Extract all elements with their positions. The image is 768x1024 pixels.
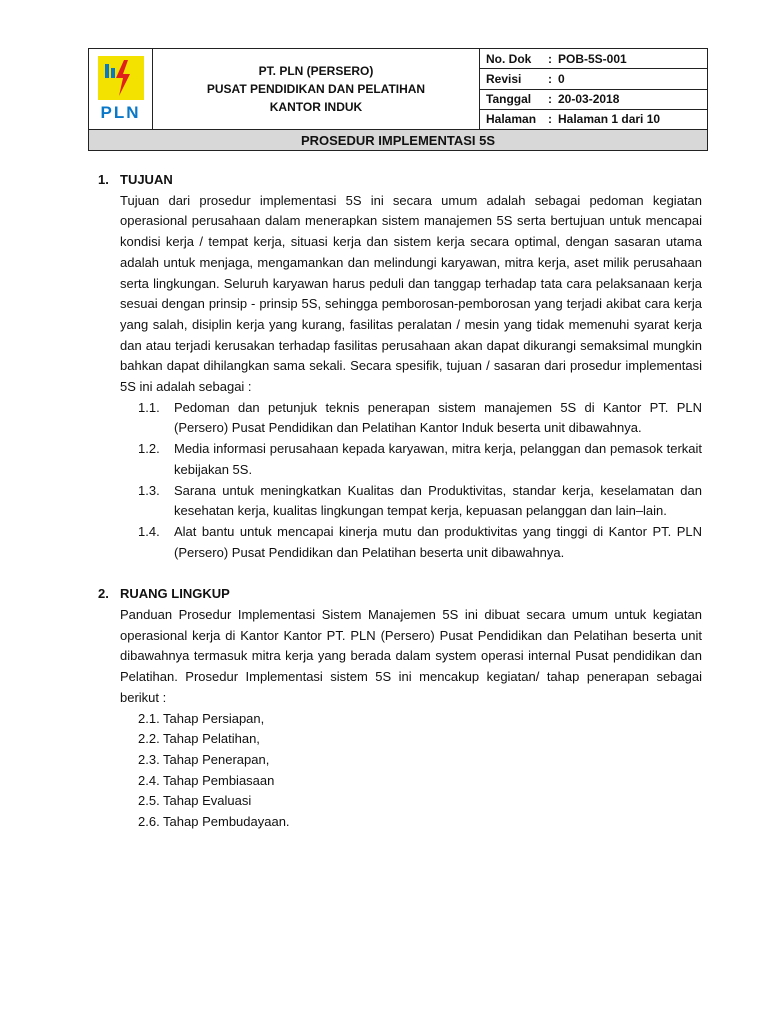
section-2-paragraph: Panduan Prosedur Implementasi Sistem Manajemen 5S ini dibuat secara umum untuk kegiatan operasional kerja di Kantor Kantor PT. PLN (Persero) Pusat Pendidikan dan Pelatihan beserta unit dibawahnya termasuk mitra kerja yang berada dalam system operasi internal Pusat pendidikan dan Pelatihan. Prosedur Implementasi sistem 5S ini mencakup kegiatan/ tahap penerapan sebagai berikut : bbox=[120, 607, 702, 705]
section-number: 1. bbox=[98, 172, 109, 187]
lightning-logo-icon bbox=[98, 56, 144, 100]
pln-logo bbox=[97, 56, 145, 123]
item-text: Pedoman dan petunjuk teknis penerapan sistem manajemen 5S di Kantor PT. PLN (Persero) Pusat Pendidikan dan Pelatihan Kantor Induk beserta unit dibawahnya. bbox=[174, 399, 702, 436]
list-item bbox=[98, 481, 702, 522]
item-number: 1.4. bbox=[138, 523, 160, 539]
item-text: Alat bantu untuk mencapai kinerja mutu dan produktivitas yang tinggi di Kantor PT. PLN (Persero) Pusat Pendidikan dan Pelatihan beserta unit dibawahnya. bbox=[174, 523, 702, 560]
section-1-paragraph: Tujuan dari prosedur implementasi 5S ini secara umum adalah sebagai pedoman kegiatan operasional perusahaan dalam menerapkan sistem manajemen 5S serta bertujuan untuk mencapai kondisi kerja / tempat kerja, situasi kerja dan sistem kerja secara optimal, dengan sasaran utama adalah untuk menjaga, mengamankan dan melindungi karyawan, mitra kerja, aset milik perusahaan serta lingkungan. Seluruh karyawan harus peduli dan tanggap terhadap tata cara pelaksanaan kerja sesuai dengan prinsip - prinsip 5S, sehingga pemborosan-pemborosan yang terjadi akibat cara kerja yang salah, disiplin kerja yang kurang, fasilitas peralatan / mesin yang tidak memenuhi syarat kerja dan atau terjadi kerusakan terhadap fasilitas perusahaan akan dapat dikurangi semaksimal mungkin bahkan dapat dihilangkan sama sekali. Secara spesifik, tujuan / sasaran dari prosedur implementasi 5S ini adalah sebagai : bbox=[120, 192, 702, 395]
meta-value: Halaman 1 dari 10 bbox=[558, 112, 661, 127]
meta-row-revision: Revisi : 0 bbox=[480, 69, 708, 89]
list-item: 2.2. Tahap Pelatihan, bbox=[138, 731, 260, 747]
logo-cell bbox=[89, 49, 153, 130]
item-number: 1.1. bbox=[138, 399, 160, 415]
org-line-2: PUSAT PENDIDIKAN DAN PELATIHAN bbox=[206, 82, 426, 96]
document-header bbox=[88, 48, 708, 151]
item-text: Sarana untuk meningkatkan Kualitas dan Produktivitas, standar kerja, keselamatan dan kesehatan kerja, kualitas lingkungan tempat kerja, kepuasan pelanggan dan lain–lain. bbox=[174, 482, 702, 519]
section-title: TUJUAN bbox=[120, 172, 173, 187]
meta-row-doc: No. Dok : POB-5S-001 bbox=[480, 49, 708, 69]
list-item bbox=[98, 398, 702, 439]
org-line-1: PT. PLN (PERSERO) bbox=[258, 64, 374, 78]
list-item: 2.6. Tahap Pembudayaan. bbox=[138, 814, 290, 830]
list-item bbox=[98, 522, 702, 563]
list-item: 2.3. Tahap Penerapan, bbox=[138, 751, 270, 767]
organization-name bbox=[153, 49, 480, 130]
item-number: 1.2. bbox=[138, 441, 160, 457]
meta-label: No. Dok bbox=[486, 51, 532, 66]
document-body bbox=[98, 170, 702, 833]
meta-label: Revisi bbox=[486, 71, 522, 86]
section-title: RUANG LINGKUP bbox=[120, 586, 230, 602]
meta-label: Halaman bbox=[486, 112, 537, 127]
org-line-3: KANTOR INDUK bbox=[269, 100, 363, 114]
list-item: 2.4. Tahap Pembiasaan bbox=[138, 772, 275, 788]
list-item: 2.5. Tahap Evaluasi bbox=[138, 793, 252, 809]
meta-row-date: Tanggal : 20-03-2018 bbox=[480, 89, 708, 109]
document-title: PROSEDUR IMPLEMENTASI 5S bbox=[89, 130, 708, 151]
section-2-heading bbox=[98, 584, 702, 605]
section-number: 2. bbox=[98, 586, 109, 602]
meta-value: 20-03-2018 bbox=[558, 92, 620, 107]
section-1-heading bbox=[98, 170, 702, 191]
item-number: 1.3. bbox=[138, 482, 160, 498]
item-text: Media informasi perusahaan kepada karyawan, mitra kerja, pelanggan dan pemasok terkait kebijakan 5S. bbox=[174, 441, 702, 477]
meta-label: Tanggal bbox=[486, 92, 532, 107]
meta-row-page: Halaman : Halaman 1 dari 10 bbox=[480, 109, 708, 129]
list-item: 2.1. Tahap Persiapan, bbox=[138, 710, 265, 726]
logo-text: PLN bbox=[100, 102, 141, 122]
list-item bbox=[98, 439, 702, 480]
meta-value: POB-5S-001 bbox=[558, 51, 627, 66]
meta-value: 0 bbox=[558, 71, 565, 86]
